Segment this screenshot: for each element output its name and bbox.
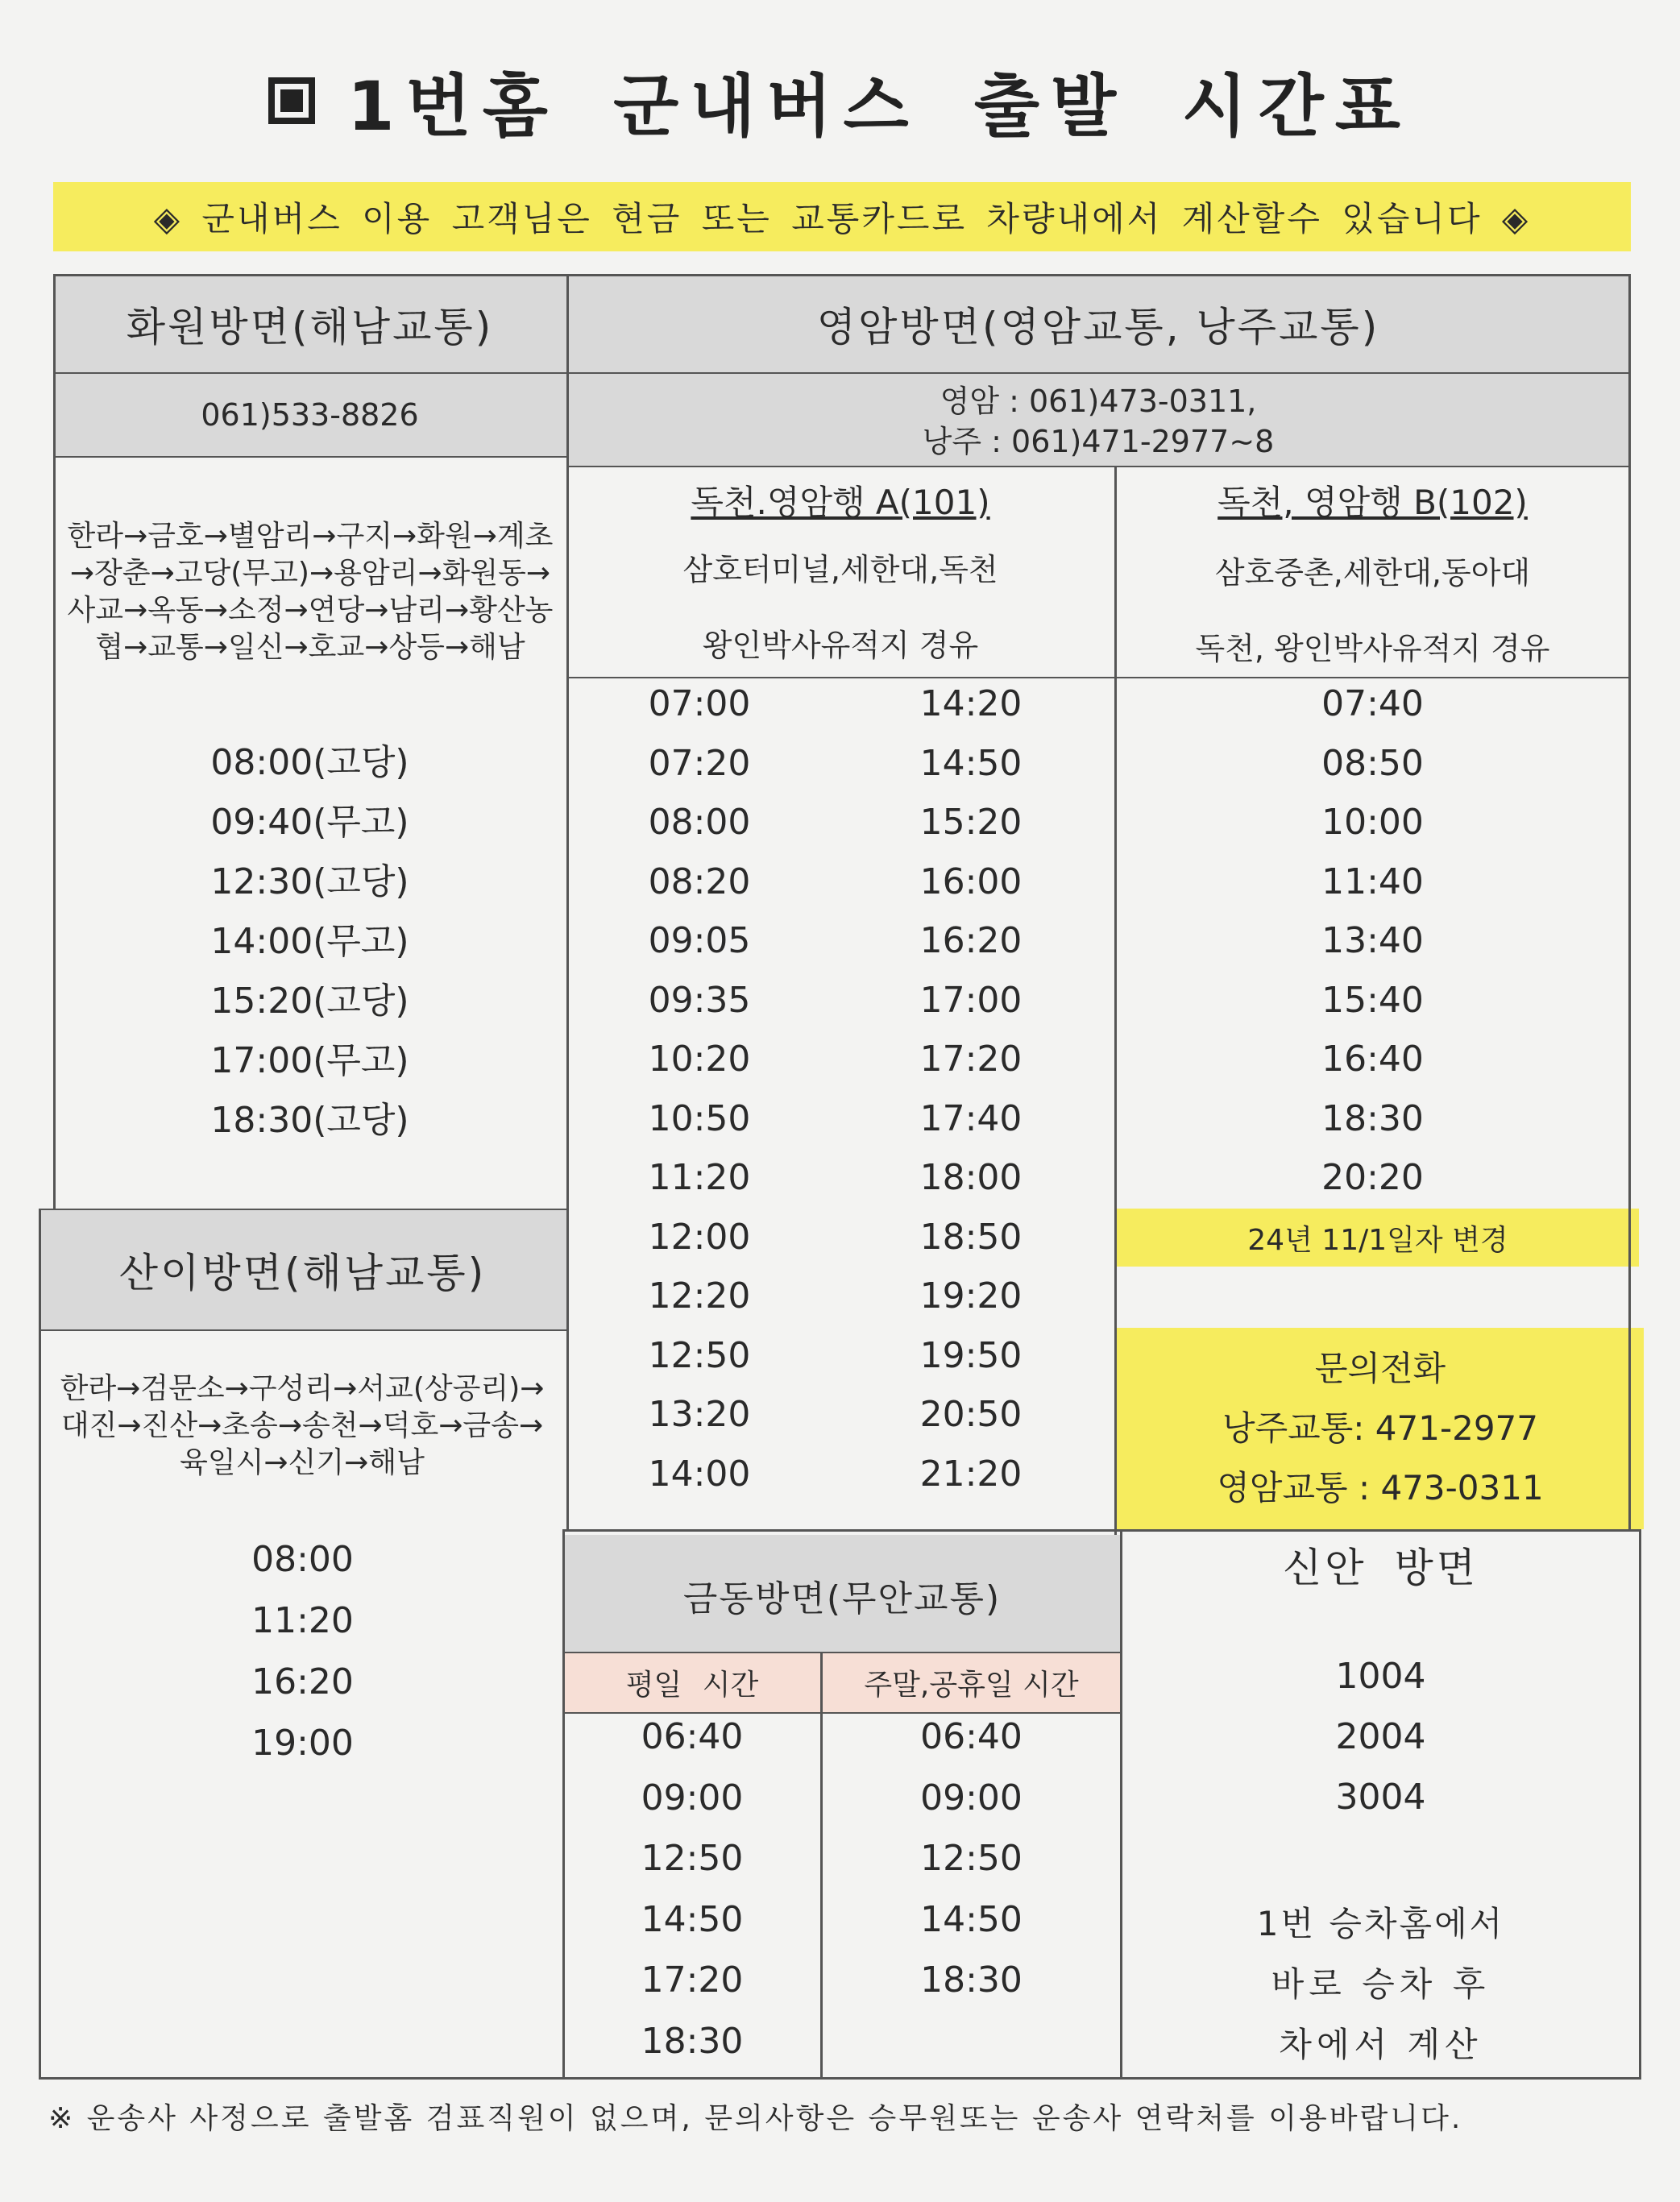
sinan-note-line: 1번 승차홈에서 (1256, 1904, 1505, 1943)
hwawon-time: 12:30(고당) (210, 861, 409, 902)
route-b-time: 08:50 (1321, 742, 1424, 784)
sinan-routes (1122, 1656, 1639, 1837)
footer-notice: ※ 운송사 사정으로 출발홈 검표직원이 없으며, 문의사항은 승무원또는 운송사 연락처를 이용바랍니다. (48, 2101, 1463, 2135)
route-b-time: 10:00 (1321, 802, 1424, 843)
sinan-route: 1004 (1335, 1656, 1426, 1697)
route-a-time: 19:20 (919, 1275, 1023, 1317)
hwawon-time: 09:40(무고) (210, 802, 409, 843)
route-b-time: 16:40 (1321, 1039, 1424, 1080)
route-a-time: 17:20 (919, 1039, 1023, 1080)
sinan-note-line: 바로 승차 후 (1271, 1964, 1491, 2004)
weekday-time: 14:50 (641, 1898, 744, 1940)
route-a-time: 17:40 (919, 1097, 1023, 1139)
weekend-time: 06:40 (920, 1716, 1023, 1757)
route-b-time: 15:40 (1321, 979, 1424, 1021)
weekday-time: 17:20 (641, 1959, 744, 2001)
sinan-route: 2004 (1335, 1716, 1426, 1757)
inquiry-contacts (1117, 1328, 1644, 1529)
route-a-times-col2 (838, 683, 1104, 1512)
hwawon-time: 18:30(고당) (210, 1100, 409, 1141)
route-a-time: 11:20 (648, 1157, 751, 1198)
route-a-time: 18:00 (919, 1157, 1023, 1198)
route-a-time: 18:50 (919, 1216, 1023, 1258)
route-a-title: 독천.영암행 A(101) (691, 483, 990, 522)
weekday-time: 18:30 (641, 2020, 744, 2062)
route-b-via-note: 독천, 왕인박사유적지 경유 (1195, 630, 1550, 666)
route-a-time: 21:20 (919, 1453, 1023, 1495)
hwawon-times (53, 733, 566, 1151)
weekday-label: 평일 시간 (625, 1669, 759, 1702)
weekend-times (823, 1716, 1120, 2021)
nangju-phone: 낭주 : 061)471-2977~8 (922, 424, 1275, 459)
hwawon-time: 17:00(무고) (210, 1040, 409, 1081)
sani-times (39, 1539, 566, 1784)
weekend-label: 주말,공휴일 시간 (864, 1669, 1079, 1702)
sani-time: 08:00 (251, 1539, 354, 1580)
route-b-time: 18:30 (1321, 1097, 1424, 1139)
route-b-time: 20:20 (1321, 1157, 1424, 1198)
yeongam-header: 영암방면(영암교통, 낭주교통) (816, 304, 1380, 350)
route-a-time: 13:20 (648, 1394, 751, 1435)
route-a-time: 12:00 (648, 1216, 751, 1258)
route-a-time: 10:50 (648, 1097, 751, 1139)
hwawon-time: 14:00(무고) (210, 921, 409, 962)
route-a-time: 16:20 (919, 920, 1023, 961)
route-b-time: 13:40 (1321, 920, 1424, 961)
inquiry-title: 문의전화 (1314, 1349, 1446, 1388)
geumdong-header: 금동방면(무안교통) (682, 1578, 1002, 1619)
route-a-time: 09:35 (648, 979, 751, 1021)
schedule-change-note: 24년 11/1일자 변경 (1117, 1209, 1639, 1267)
square-bullet-icon (268, 77, 315, 124)
weekday-time: 06:40 (641, 1716, 744, 1757)
route-a-time: 14:00 (648, 1453, 751, 1495)
route-a-time: 10:20 (648, 1039, 751, 1080)
weekday-time: 09:00 (641, 1777, 744, 1818)
nangju-contact: 낭주교통: 471-2977 (1222, 1408, 1538, 1448)
hwawon-route: 한라→금호→별암리→구지→화원→계초→장춘→고당(무고)→용암리→화원동→사교→옥동→소정→연당→남리→황산농협→교통→일신→호교→상등→해남 (67, 520, 554, 664)
route-b-time: 07:40 (1321, 683, 1424, 724)
sani-header: 산이방면(해남교통) (118, 1250, 487, 1296)
sani-time: 19:00 (251, 1723, 354, 1764)
title-bar (0, 48, 1680, 153)
sinan-header: 신안 방면 (1282, 1545, 1479, 1591)
route-a-time: 09:05 (648, 920, 751, 961)
route-a-via: 삼호터미널,세한대,독천 (682, 551, 998, 587)
hwawon-header: 화원방면(해남교통) (126, 304, 494, 350)
yeongam-phones (566, 379, 1630, 464)
route-a-time: 07:00 (648, 683, 751, 724)
route-a-time: 16:00 (919, 860, 1023, 902)
hwawon-time: 08:00(고당) (210, 742, 409, 783)
route-b-title: 독천, 영암행 B(102) (1217, 483, 1528, 522)
hwawon-time: 15:20(고당) (210, 981, 409, 1022)
sinan-note-line: 차에서 계산 (1279, 2025, 1483, 2064)
payment-notice-banner: ◈ 군내버스 이용 고객님은 현금 또는 교통카드로 차량내에서 계산할수 있습니다 ◈ (53, 182, 1631, 251)
route-a-time: 17:00 (919, 979, 1023, 1021)
route-a-time: 08:00 (648, 802, 751, 843)
weekday-time: 12:50 (641, 1838, 744, 1879)
sani-route: 한라→검문소→구성리→서교(상공리)→대진→진산→초송→송천→덕호→금송→육일시→신기→해남 (60, 1372, 545, 1479)
weekend-time: 09:00 (920, 1777, 1023, 1818)
sani-time: 16:20 (251, 1661, 354, 1702)
weekend-time: 14:50 (920, 1898, 1023, 1940)
route-a-time: 20:50 (919, 1394, 1023, 1435)
sinan-note (1122, 1897, 1639, 2079)
weekend-time: 12:50 (920, 1838, 1023, 1879)
route-a-time: 14:50 (919, 742, 1023, 784)
route-b-time: 11:40 (1321, 860, 1424, 902)
route-a-time: 12:50 (648, 1334, 751, 1376)
route-a-time: 07:20 (648, 742, 751, 784)
route-a-time: 14:20 (919, 683, 1023, 724)
sinan-route: 3004 (1335, 1777, 1426, 1818)
sani-time: 11:20 (251, 1600, 354, 1641)
route-a-times-col1 (566, 683, 832, 1512)
page-title: 1번홈 군내버스 출발 시간표 (347, 66, 1412, 146)
route-a-time: 12:20 (648, 1275, 751, 1317)
weekend-time: 18:30 (920, 1959, 1023, 2001)
yeongam-contact: 영암교통 : 473-0311 (1217, 1468, 1544, 1507)
route-a-time: 08:20 (648, 860, 751, 902)
yeongam-phone: 영암 : 061)473-0311, (940, 384, 1257, 419)
route-a-time: 15:20 (919, 802, 1023, 843)
weekday-times (564, 1716, 820, 2081)
hwawon-phone: 061)533-8826 (201, 397, 419, 433)
route-b-via: 삼호중촌,세한대,동아대 (1214, 554, 1531, 591)
route-a-via-note: 왕인박사유적지 경유 (702, 627, 979, 663)
route-b-times (1117, 683, 1628, 1217)
route-a-time: 19:50 (919, 1334, 1023, 1376)
